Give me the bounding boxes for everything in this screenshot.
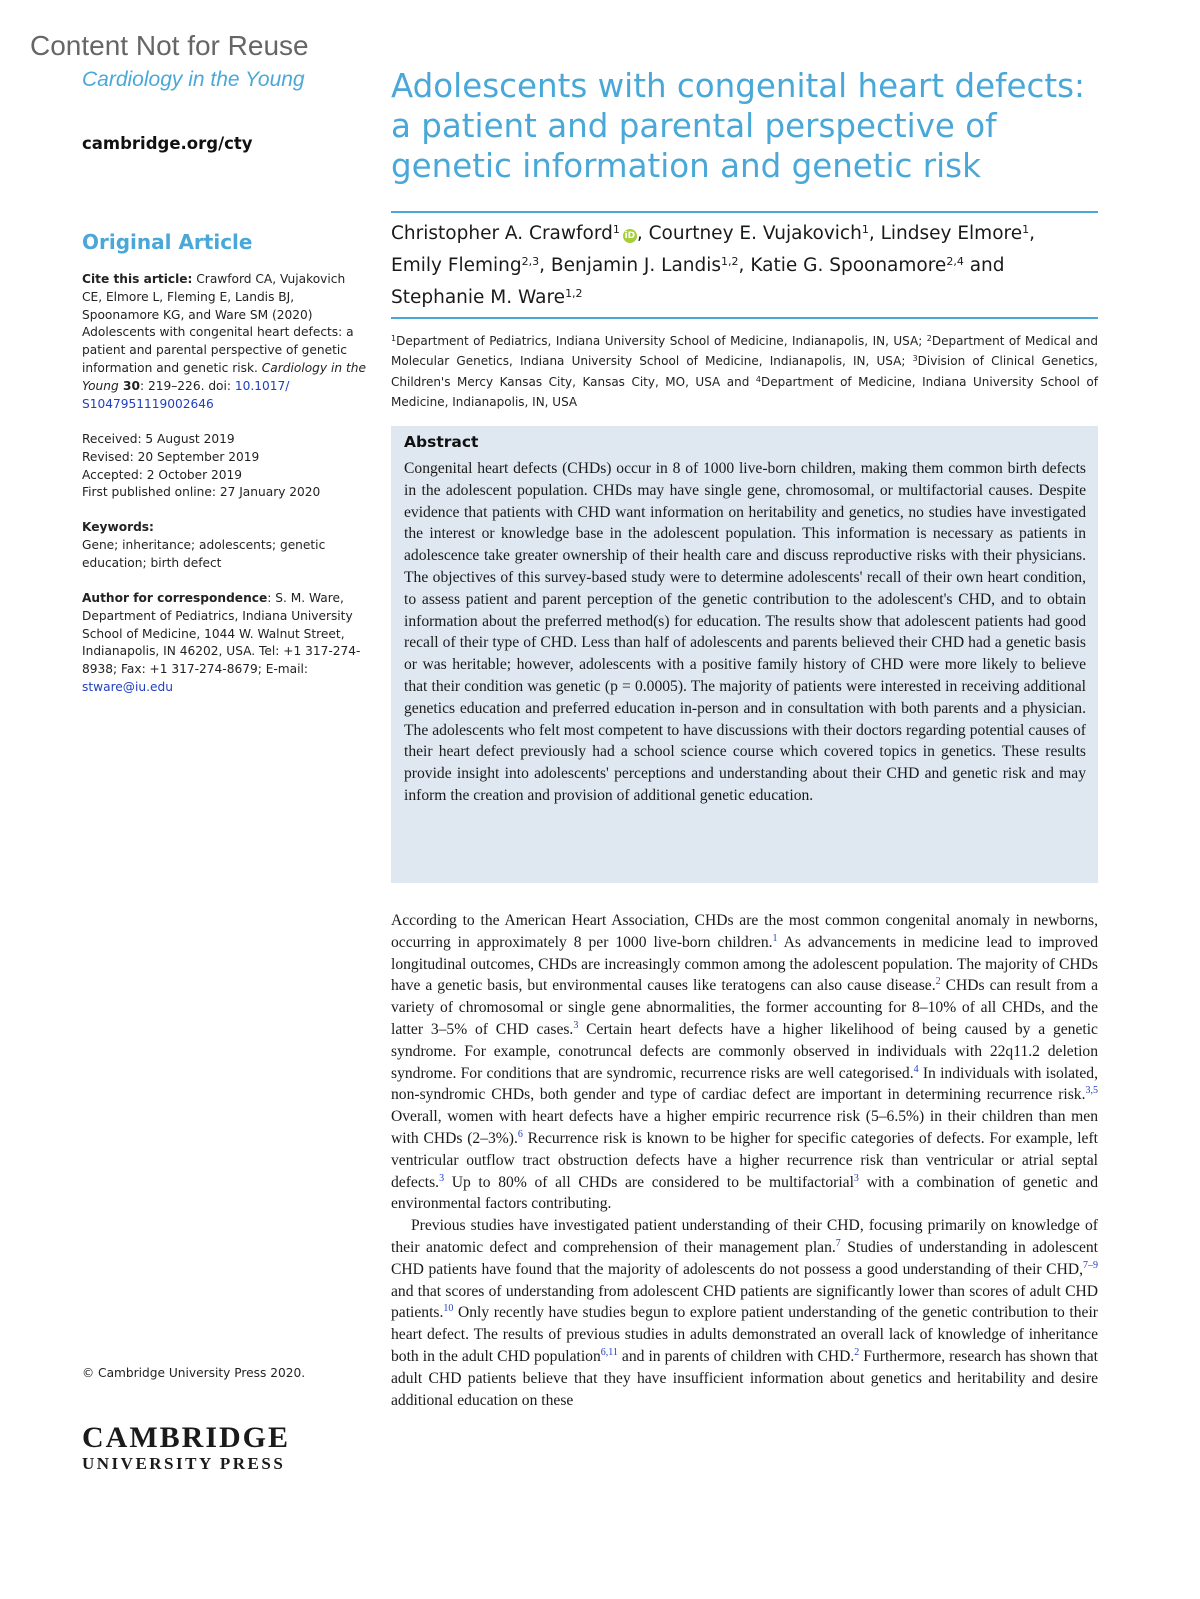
- author-name[interactable]: Stephanie M. Ware: [391, 287, 566, 308]
- reference-link[interactable]: 6: [517, 1128, 523, 1140]
- published-date: First published online: 27 January 2020: [82, 485, 321, 500]
- body-text-run: In individuals with isolated, non-syndromic CHDs, both gender and type of cardiac defect are important in determining recurrence risk.: [391, 1064, 1099, 1104]
- body-text-run: Certain heart defects have a higher likelihood of being caused by a genetic syndrome. For example, conotruncal defects are commonly observed in individuals with 22q11.2 deletion syndrome. For conditions that are syndromic, recurrence risks are well categorised.: [391, 1020, 1098, 1082]
- author-affiliation-number: 2,3: [521, 255, 540, 268]
- author-separator: and: [963, 255, 1005, 276]
- author-name[interactable]: Benjamin J. Landis: [550, 255, 722, 276]
- body-text-run: Up to 80% of all CHDs are considered to be multifactorial: [444, 1173, 854, 1191]
- affiliation-text: Department of Medical and Molecular Genetics, Indiana University School of Medicine, Indianapolis, IN, USA;: [391, 334, 1098, 369]
- body-paragraph: [391, 910, 1098, 1215]
- keywords-label: Keywords:: [82, 520, 154, 534]
- dates-block: [82, 431, 366, 502]
- journal-name[interactable]: Cardiology in the Young: [82, 68, 305, 91]
- article-title: Adolescents with congenital heart defects: a patient and parental perspective of genetic information and genetic risk: [391, 67, 1086, 185]
- affiliation-number: 4: [755, 374, 761, 384]
- affiliation-number: 1: [391, 334, 397, 343]
- author-name[interactable]: Courtney E. Vujakovich: [648, 223, 862, 244]
- body-text-run: Furthermore, research has shown that adult CHD patients believe that they have insufficient information about genetics and heritability and desire additional education on these: [391, 1347, 1098, 1409]
- abstract-heading: Abstract: [404, 433, 479, 451]
- reference-link[interactable]: 1: [772, 932, 778, 944]
- correspondence-text: : S. M. Ware, Department of Pediatrics, Indiana University School of Medicine, 1044 W. Walnut Street, Indianapolis, IN 46202, USA. Tel: +1 317-274-8938; Fax: +1 317-274-8679; E-mail:: [82, 591, 361, 677]
- affiliation-text: Division of Clinical Genetics, Children's Mercy Kansas City, Kansas City, MO, USA and: [391, 354, 1098, 389]
- author-separator: ,: [738, 255, 751, 276]
- correspondence-label: Author for correspondence: [82, 591, 268, 605]
- author-name[interactable]: Katie G. Spoonamore: [750, 255, 947, 276]
- abstract-text: Congenital heart defects (CHDs) occur in 8 of 1000 live-born children, making them common birth defects in the adolescent population. CHDs may have single gene, chromosomal, or multifactorial causes. Despite evidence that patients with CHD want information on heritability and genetics, no studies have investigated the interest or knowledge base in the adolescent population. This information is necessary as patients in adolescence take greater ownership of their health care and discuss reproductive risks with their physicians. The objectives of this survey-based study were to determine adolescents' recall of their own heart condition, to assess patient and parent perception of the genetic contribution to the adolescent's CHD, and to obtain information about the preferred method(s) for education. The results show that adolescent patients had good recall of their type of CHD. Less than half of adolescents and parents believed their CHD had a genetic basis or was heritable; however, adolescents with a positive family history of CHD were more likely to believe that their condition was genetic (p = 0.0005). The majority of patients were interested in receiving additional genetics education and preferred education in-person and in consultation with both parents and a physician. The adolescents who felt most competent to have discussions with their doctors regarding potential causes of their heart defect previously had a school science course which covered topics in genetics. These results provide insight into adolescents' perceptions and understanding about their CHD and genetic risk and may inform the creation and provision of additional genetic education.: [404, 460, 1086, 804]
- reference-link[interactable]: 7–9: [1083, 1259, 1098, 1271]
- reference-link[interactable]: 7: [835, 1237, 841, 1249]
- publisher-logo-line2: UNIVERSITY PRESS: [82, 1454, 286, 1473]
- citation-block: [82, 271, 366, 413]
- author-list: [391, 218, 1098, 314]
- author-affiliation-number: 1: [1022, 223, 1030, 236]
- reference-link[interactable]: 3,5: [1085, 1085, 1098, 1097]
- article-type: Original Article: [82, 230, 253, 254]
- received-date: Received: 5 August 2019: [82, 432, 235, 446]
- reference-link[interactable]: 2: [935, 976, 941, 988]
- keywords-block: [82, 519, 366, 572]
- reference-link[interactable]: 2: [854, 1346, 860, 1358]
- reference-link[interactable]: 3: [573, 1019, 579, 1031]
- accepted-date: Accepted: 2 October 2019: [82, 467, 243, 482]
- copyright: © Cambridge University Press 2020.: [82, 1366, 306, 1380]
- journal-site-link[interactable]: cambridge.org/cty: [82, 134, 253, 153]
- body-text-run: According to the American Heart Association, CHDs are the most common congenital anomaly in newborns, occurring in approximately 8 per 1000 live-born children.: [391, 912, 1098, 951]
- cite-journal: Cardiology in the Young: [82, 360, 366, 393]
- author-name[interactable]: Christopher A. Crawford: [391, 223, 613, 244]
- affiliation-text: Department of Pediatrics, Indiana University School of Medicine, Indianapolis, IN, USA;: [396, 334, 927, 348]
- cite-volume: 30: [118, 378, 140, 393]
- correspondence-block: [82, 590, 366, 697]
- publisher-logo: [82, 1422, 297, 1474]
- author-affiliation-number: 2,4: [946, 255, 964, 268]
- body-text-run: Recurrence risk is known to be higher for specific categories of defects. For example, left ventricular outflow tract obstruction defects have a higher recurrence risk than ventricular or atrial septal defects.: [391, 1129, 1098, 1191]
- title-rule: [391, 211, 1098, 213]
- author-affiliation-number: 1,2: [721, 255, 739, 268]
- body-text-run: Overall, women with heart defects have a higher empiric recurrence risk (5–6.5%) in their children than men with CHDs (2–3%).: [391, 1108, 1098, 1147]
- affiliations: [391, 331, 1098, 412]
- reference-link[interactable]: 3: [439, 1172, 445, 1184]
- author-name[interactable]: Emily Fleming: [391, 255, 522, 276]
- author-separator: ,: [636, 223, 649, 244]
- orcid-icon[interactable]: iD: [624, 231, 636, 241]
- body-text: [391, 910, 1098, 1411]
- body-text-run: and that scores of understanding from adolescent CHD patients are significantly lower than scores of adult CHD patients.: [391, 1282, 1098, 1322]
- reference-link[interactable]: 6,11: [600, 1346, 618, 1358]
- body-text-run: Only recently have studies begun to explore patient understanding of the genetic contribution to their heart defect. The results of previous studies in adults demonstrated an overall lack of knowledge of inheritance both in the adult CHD population: [391, 1304, 1098, 1365]
- affiliation-number: 3: [912, 354, 918, 364]
- body-text-run: As advancements in medicine lead to improved longitudinal outcomes, CHDs are increasingly common among the adolescent population. The majority of CHDs have a genetic basis, but environmental causes like teratogens can also cause disease.: [391, 933, 1099, 995]
- cite-pages: : 219–226. doi:: [139, 378, 235, 393]
- affiliation-number: 2: [926, 334, 932, 343]
- author-separator: ,: [868, 223, 881, 244]
- revised-date: Revised: 20 September 2019: [82, 449, 260, 464]
- author-affiliation-number: 1: [612, 223, 620, 236]
- email-link[interactable]: stware@iu.edu: [82, 679, 173, 694]
- cite-text: Crawford CA, Vujakovich CE, Elmore L, Fleming E, Landis BJ, Spoonamore KG, and Ware SM (2020) Adolescents with congenital heart defects: a patient and parental perspective of genetic information and genetic risk.: [82, 272, 354, 375]
- reference-link[interactable]: 4: [913, 1063, 919, 1075]
- body-text-run: and in parents of children with CHD.: [617, 1347, 855, 1365]
- author-separator: ,: [539, 255, 551, 276]
- author-separator: ,: [1029, 223, 1035, 244]
- keywords-list: Gene; inheritance; adolescents; genetic education; birth defect: [82, 537, 326, 570]
- body-paragraph: [391, 1215, 1098, 1411]
- reference-link[interactable]: 10: [443, 1303, 454, 1315]
- body-text-run: with a combination of genetic and environmental factors contributing.: [391, 1173, 1098, 1213]
- body-text-run: Studies of understanding in adolescent CHD patients have found that the majority of adolescents do not possess a good understanding of their CHD,: [391, 1238, 1098, 1278]
- doi-link[interactable]: 10.1017/ S1047951119002646: [82, 378, 290, 411]
- reference-link[interactable]: 3: [853, 1172, 859, 1184]
- author-affiliation-number: 1: [861, 223, 869, 236]
- affiliation-text: Department of Medicine, Indiana University School of Medicine, Indianapolis, IN, USA: [391, 374, 1098, 409]
- publisher-logo-line1: CAMBRIDGE: [82, 1421, 291, 1454]
- author-affiliation-number: 1,2: [565, 287, 583, 300]
- author-name[interactable]: Lindsey Elmore: [880, 223, 1023, 244]
- cite-label: Cite this article:: [82, 272, 193, 286]
- body-text-run: Previous studies have investigated patient understanding of their CHD, focusing primarily on knowledge of their anatomic defect and comprehension of their management plan.: [391, 1217, 1098, 1256]
- body-text-run: CHDs can result from a variety of chromosomal or single gene abnormalities, the former accounting for 8–10% of all CHDs, and the latter 3–5% of CHD cases.: [391, 977, 1098, 1038]
- author-rule: [391, 317, 1098, 319]
- watermark: Content Not for Reuse: [30, 30, 309, 61]
